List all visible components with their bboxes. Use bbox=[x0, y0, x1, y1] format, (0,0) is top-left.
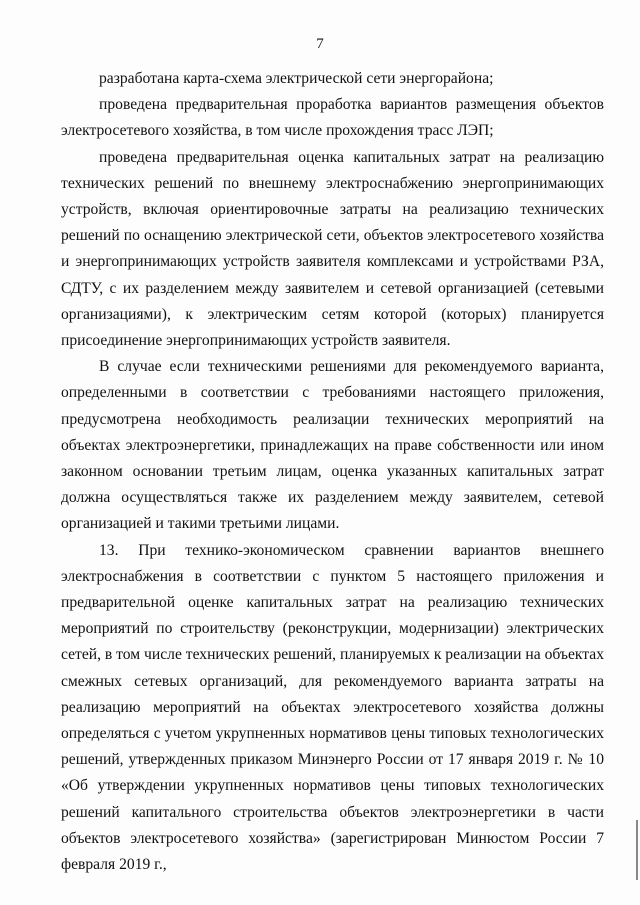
paragraph-map-developed: разработана карта-схема электрической сети энергорайона; bbox=[99, 70, 494, 87]
paragraph-cost-estimate: проведена предварительная оценка капитальных затрат на реализацию технических решений по внешнему электроснабжению энергопринимающих устройств, включая ориентировочные затраты на реализацию технических решений по оснащению электрической сети, объектов электросетевого хозяйства и энергопринимающих устройств заявителя комплексами и устройствами РЗА, СДТУ, с их разделением между заявителем и сетевой организацией (сетевыми организациями), к электрическим сетям которой (которых) планируется присоединение энергопринимающих устройств заявителя. bbox=[61, 148, 604, 350]
page-number: 7 bbox=[316, 36, 324, 52]
scan-edge-mark bbox=[636, 820, 638, 880]
paragraph-third-parties: В случае если техническими решениями для рекомендуемого варианта, определенными в соответствии с требованиями настоящего приложения, предусмотрена необходимость реализации технических мероприятий на объектах электроэнергетики, принадлежащих на праве собственности или ином законном основании третьим лицам, оценка указанных капитальных затрат должна осуществляться также их разделением между заявителем, сетевой организацией и такими третьими лицами. bbox=[61, 358, 604, 533]
paragraph-item-13: 13. При технико-экономическом сравнении вариантов внешнего электроснабжения в соответствии с пунктом 5 настоящего приложения и предварительной оценке капитальных затрат на реализацию технических мероприятий по строительству (реконструкции, модернизации) электрических сетей, в том числе технических решений, планируемых к реализации на объектах смежных сетевых организаций, для рекомендуемого варианта затраты на реализацию мероприятий на объектах электросетевого хозяйства должны определяться с учетом укрупненных нормативов цены типовых технологических решений, утвержденных приказом Минэнерго России от 17 января 2019 г. № 10 «Об утверждении укрупненных нормативов цены типовых технологических решений капитального строительства объектов электроэнергетики в части объектов электросетевого хозяйства» (зарегистрирован Минюстом России 7 февраля 2019 г., bbox=[61, 541, 604, 874]
paragraph-placement-options: проведена предварительная проработка вариантов размещения объектов электросетевого хозяйства, в том числе прохождения трасс ЛЭП; bbox=[61, 96, 604, 140]
document-body bbox=[61, 66, 604, 878]
